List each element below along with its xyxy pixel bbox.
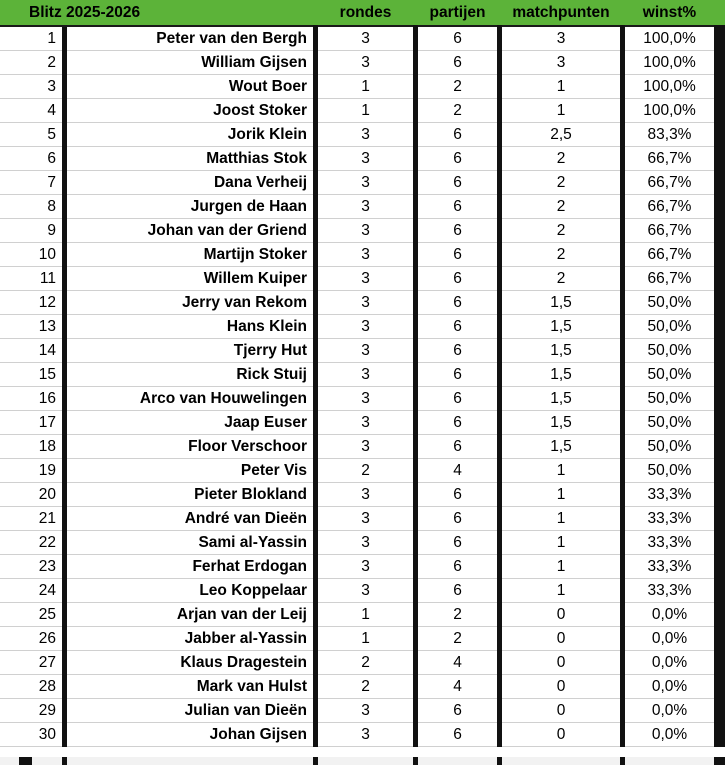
- rondes-cell: 3: [318, 267, 413, 291]
- partijen-cell: 6: [418, 411, 497, 435]
- rank-cell: 7: [19, 171, 62, 195]
- player-name: Peter Vis: [67, 459, 313, 483]
- left-margin: [0, 267, 19, 291]
- matchpunten-cell: 1,5: [502, 435, 620, 459]
- player-name: Arco van Houwelingen: [67, 387, 313, 411]
- matchpunten-cell: 0: [502, 675, 620, 699]
- matchpunten-cell: 1,5: [502, 315, 620, 339]
- rondes-cell: 3: [318, 699, 413, 723]
- rondes-cell: 3: [318, 435, 413, 459]
- player-name: Floor Verschoor: [67, 435, 313, 459]
- matchpunten-cell: 1: [502, 459, 620, 483]
- matchpunten-cell: 1,5: [502, 339, 620, 363]
- matchpunten-cell: 1,5: [502, 411, 620, 435]
- column-separator: [714, 291, 725, 315]
- table-row: [0, 243, 725, 267]
- table-row: [0, 51, 725, 75]
- left-margin: [0, 699, 19, 723]
- player-name: Matthias Stok: [67, 147, 313, 171]
- rank-cell: 2: [19, 51, 62, 75]
- left-margin: [0, 195, 19, 219]
- winst-cell: 50,0%: [625, 459, 714, 483]
- partijen-cell: 6: [418, 483, 497, 507]
- partijen-cell: 6: [418, 339, 497, 363]
- column-separator: [714, 627, 725, 651]
- winst-cell: 100,0%: [625, 51, 714, 75]
- player-name: Martijn Stoker: [67, 243, 313, 267]
- player-name: Dana Verheij: [67, 171, 313, 195]
- table-row: [0, 627, 725, 651]
- bottom-border: [0, 757, 725, 765]
- left-margin: [0, 675, 19, 699]
- left-margin: [0, 123, 19, 147]
- partijen-cell: 2: [418, 99, 497, 123]
- table-title: Blitz 2025-2026: [19, 0, 313, 26]
- column-separator: [714, 531, 725, 555]
- column-separator: [714, 651, 725, 675]
- left-margin: [0, 507, 19, 531]
- winst-cell: 50,0%: [625, 315, 714, 339]
- left-margin: [0, 555, 19, 579]
- header-row: [0, 0, 725, 26]
- left-margin: [0, 171, 19, 195]
- column-separator: [714, 243, 725, 267]
- rank-cell: 25: [19, 603, 62, 627]
- column-header-rondes: rondes: [318, 0, 413, 26]
- rondes-cell: 1: [318, 75, 413, 99]
- partijen-cell: 4: [418, 675, 497, 699]
- rank-cell: 24: [19, 579, 62, 603]
- matchpunten-cell: 0: [502, 723, 620, 747]
- column-separator: [714, 723, 725, 747]
- table-row: [0, 579, 725, 603]
- matchpunten-cell: 2: [502, 195, 620, 219]
- left-margin: [0, 219, 19, 243]
- rondes-cell: 2: [318, 651, 413, 675]
- rank-cell: 16: [19, 387, 62, 411]
- column-separator: [714, 555, 725, 579]
- rank-cell: 22: [19, 531, 62, 555]
- player-name: Leo Koppelaar: [67, 579, 313, 603]
- matchpunten-cell: 1: [502, 531, 620, 555]
- matchpunten-cell: 2: [502, 147, 620, 171]
- rank-cell: 5: [19, 123, 62, 147]
- column-separator: [714, 99, 725, 123]
- column-separator: [714, 603, 725, 627]
- matchpunten-cell: 3: [502, 51, 620, 75]
- rondes-cell: 3: [318, 219, 413, 243]
- player-name: Peter van den Bergh: [67, 26, 313, 51]
- left-margin: [0, 339, 19, 363]
- left-margin: [0, 483, 19, 507]
- column-separator: [714, 267, 725, 291]
- player-name: Jerry van Rekom: [67, 291, 313, 315]
- rank-cell: 6: [19, 147, 62, 171]
- table-row: [0, 267, 725, 291]
- table-row: [0, 387, 725, 411]
- winst-cell: 50,0%: [625, 435, 714, 459]
- matchpunten-cell: 2: [502, 171, 620, 195]
- partijen-cell: 6: [418, 579, 497, 603]
- partijen-cell: 2: [418, 75, 497, 99]
- winst-cell: 50,0%: [625, 387, 714, 411]
- partijen-cell: 6: [418, 435, 497, 459]
- player-name: Rick Stuij: [67, 363, 313, 387]
- winst-cell: 0,0%: [625, 627, 714, 651]
- table-row: [0, 699, 725, 723]
- partijen-cell: 6: [418, 26, 497, 51]
- matchpunten-cell: 1: [502, 99, 620, 123]
- table-row: [0, 603, 725, 627]
- table-row: [0, 315, 725, 339]
- partijen-cell: 6: [418, 507, 497, 531]
- partijen-cell: 4: [418, 459, 497, 483]
- partijen-cell: 6: [418, 51, 497, 75]
- player-name: Jorik Klein: [67, 123, 313, 147]
- player-name: William Gijsen: [67, 51, 313, 75]
- matchpunten-cell: 1: [502, 555, 620, 579]
- rank-cell: 27: [19, 651, 62, 675]
- table-row: [0, 195, 725, 219]
- table-row: [0, 411, 725, 435]
- winst-cell: 33,3%: [625, 579, 714, 603]
- column-separator: [714, 147, 725, 171]
- table-row: [0, 147, 725, 171]
- rondes-cell: 3: [318, 315, 413, 339]
- winst-cell: 0,0%: [625, 699, 714, 723]
- left-margin: [0, 315, 19, 339]
- column-header-matchpunten: matchpunten: [502, 0, 620, 26]
- table-row: [0, 219, 725, 243]
- player-name: Ferhat Erdogan: [67, 555, 313, 579]
- rondes-cell: 3: [318, 195, 413, 219]
- column-separator: [714, 483, 725, 507]
- left-margin: [0, 0, 19, 26]
- matchpunten-cell: 3: [502, 26, 620, 51]
- column-separator: [714, 171, 725, 195]
- left-margin: [0, 579, 19, 603]
- winst-cell: 66,7%: [625, 219, 714, 243]
- rondes-cell: 3: [318, 387, 413, 411]
- left-margin: [0, 363, 19, 387]
- partijen-cell: 6: [418, 555, 497, 579]
- table-row: [0, 435, 725, 459]
- left-margin: [0, 387, 19, 411]
- player-name: Joost Stoker: [67, 99, 313, 123]
- rank-cell: 20: [19, 483, 62, 507]
- table-row: [0, 99, 725, 123]
- rondes-cell: 3: [318, 339, 413, 363]
- player-name: André van Dieën: [67, 507, 313, 531]
- rondes-cell: 3: [318, 51, 413, 75]
- rondes-cell: 3: [318, 147, 413, 171]
- partijen-cell: 4: [418, 651, 497, 675]
- matchpunten-cell: 1: [502, 75, 620, 99]
- partijen-cell: 6: [418, 219, 497, 243]
- player-name: Jabber al-Yassin: [67, 627, 313, 651]
- player-name: Johan Gijsen: [67, 723, 313, 747]
- table-row: [0, 171, 725, 195]
- winst-cell: 66,7%: [625, 267, 714, 291]
- partijen-cell: 6: [418, 171, 497, 195]
- table-row: [0, 675, 725, 699]
- column-separator: [714, 219, 725, 243]
- column-separator: [714, 675, 725, 699]
- rank-cell: 10: [19, 243, 62, 267]
- winst-cell: 50,0%: [625, 411, 714, 435]
- column-separator: [714, 411, 725, 435]
- column-separator: [714, 26, 725, 51]
- winst-cell: 0,0%: [625, 603, 714, 627]
- winst-cell: 33,3%: [625, 555, 714, 579]
- table-row: [0, 651, 725, 675]
- rank-cell: 28: [19, 675, 62, 699]
- table-row: [0, 507, 725, 531]
- player-name: Jurgen de Haan: [67, 195, 313, 219]
- rondes-cell: 3: [318, 531, 413, 555]
- rank-cell: 8: [19, 195, 62, 219]
- column-separator: [714, 123, 725, 147]
- partijen-cell: 6: [418, 723, 497, 747]
- left-margin: [0, 26, 19, 51]
- winst-cell: 83,3%: [625, 123, 714, 147]
- player-name: Willem Kuiper: [67, 267, 313, 291]
- partijen-cell: 6: [418, 195, 497, 219]
- rondes-cell: 3: [318, 243, 413, 267]
- table-row: [0, 291, 725, 315]
- partijen-cell: 6: [418, 291, 497, 315]
- partijen-cell: 6: [418, 363, 497, 387]
- partijen-cell: 6: [418, 699, 497, 723]
- winst-cell: 66,7%: [625, 147, 714, 171]
- winst-cell: 100,0%: [625, 75, 714, 99]
- column-separator: [714, 0, 725, 26]
- rank-cell: 21: [19, 507, 62, 531]
- matchpunten-cell: 1: [502, 507, 620, 531]
- partijen-cell: 6: [418, 267, 497, 291]
- rank-cell: 14: [19, 339, 62, 363]
- table-row: [0, 339, 725, 363]
- player-name: Jaap Euser: [67, 411, 313, 435]
- left-margin: [0, 51, 19, 75]
- matchpunten-cell: 2: [502, 267, 620, 291]
- column-header-winst: winst%: [625, 0, 714, 26]
- column-separator: [714, 315, 725, 339]
- matchpunten-cell: 1,5: [502, 363, 620, 387]
- winst-cell: 0,0%: [625, 675, 714, 699]
- rank-cell: 26: [19, 627, 62, 651]
- left-margin: [0, 627, 19, 651]
- table-row: [0, 723, 725, 747]
- column-separator: [714, 579, 725, 603]
- matchpunten-cell: 0: [502, 651, 620, 675]
- matchpunten-cell: 0: [502, 603, 620, 627]
- partijen-cell: 6: [418, 315, 497, 339]
- rondes-cell: 3: [318, 291, 413, 315]
- matchpunten-cell: 0: [502, 699, 620, 723]
- rondes-cell: 3: [318, 171, 413, 195]
- column-separator: [714, 699, 725, 723]
- rank-cell: 30: [19, 723, 62, 747]
- rondes-cell: 3: [318, 723, 413, 747]
- rank-cell: 18: [19, 435, 62, 459]
- table-row: [0, 459, 725, 483]
- rank-cell: 12: [19, 291, 62, 315]
- left-margin: [0, 291, 19, 315]
- rondes-cell: 3: [318, 579, 413, 603]
- winst-cell: 0,0%: [625, 651, 714, 675]
- rank-cell: 29: [19, 699, 62, 723]
- partijen-cell: 6: [418, 387, 497, 411]
- rondes-cell: 3: [318, 411, 413, 435]
- column-separator: [714, 51, 725, 75]
- winst-cell: 50,0%: [625, 363, 714, 387]
- left-margin: [0, 651, 19, 675]
- table-row: [0, 483, 725, 507]
- rondes-cell: 1: [318, 627, 413, 651]
- column-separator: [714, 339, 725, 363]
- table-row: [0, 75, 725, 99]
- rank-cell: 3: [19, 75, 62, 99]
- partijen-cell: 6: [418, 243, 497, 267]
- player-name: Klaus Dragestein: [67, 651, 313, 675]
- column-header-partijen: partijen: [418, 0, 497, 26]
- left-margin: [0, 243, 19, 267]
- left-margin: [0, 603, 19, 627]
- player-name: Tjerry Hut: [67, 339, 313, 363]
- player-name: Arjan van der Leij: [67, 603, 313, 627]
- matchpunten-cell: 2,5: [502, 123, 620, 147]
- left-margin: [0, 99, 19, 123]
- rondes-cell: 3: [318, 363, 413, 387]
- partijen-cell: 6: [418, 123, 497, 147]
- rank-cell: 9: [19, 219, 62, 243]
- winst-cell: 66,7%: [625, 195, 714, 219]
- rank-cell: 11: [19, 267, 62, 291]
- table-row: [0, 26, 725, 51]
- rank-cell: 4: [19, 99, 62, 123]
- partijen-cell: 6: [418, 531, 497, 555]
- rank-cell: 17: [19, 411, 62, 435]
- left-margin: [0, 723, 19, 747]
- winst-cell: 100,0%: [625, 26, 714, 51]
- winst-cell: 33,3%: [625, 483, 714, 507]
- rondes-cell: 2: [318, 675, 413, 699]
- left-margin: [0, 75, 19, 99]
- player-name: Julian van Dieën: [67, 699, 313, 723]
- column-separator: [714, 363, 725, 387]
- rondes-cell: 3: [318, 483, 413, 507]
- player-name: Mark van Hulst: [67, 675, 313, 699]
- table-row: [0, 363, 725, 387]
- rondes-cell: 1: [318, 99, 413, 123]
- column-separator: [714, 507, 725, 531]
- column-separator: [714, 75, 725, 99]
- rank-cell: 23: [19, 555, 62, 579]
- player-name: Hans Klein: [67, 315, 313, 339]
- column-separator: [714, 387, 725, 411]
- winst-cell: 50,0%: [625, 339, 714, 363]
- player-name: Johan van der Griend: [67, 219, 313, 243]
- player-name: Sami al-Yassin: [67, 531, 313, 555]
- winst-cell: 50,0%: [625, 291, 714, 315]
- matchpunten-cell: 1,5: [502, 387, 620, 411]
- rondes-cell: 3: [318, 555, 413, 579]
- table-row: [0, 123, 725, 147]
- winst-cell: 100,0%: [625, 99, 714, 123]
- winst-cell: 0,0%: [625, 723, 714, 747]
- rondes-cell: 2: [318, 459, 413, 483]
- winst-cell: 66,7%: [625, 243, 714, 267]
- column-separator: [714, 459, 725, 483]
- left-margin: [0, 459, 19, 483]
- matchpunten-cell: 2: [502, 219, 620, 243]
- left-margin: [0, 411, 19, 435]
- rank-cell: 1: [19, 26, 62, 51]
- player-name: Wout Boer: [67, 75, 313, 99]
- partijen-cell: 2: [418, 603, 497, 627]
- table-row: [0, 555, 725, 579]
- rank-cell: 13: [19, 315, 62, 339]
- winst-cell: 66,7%: [625, 171, 714, 195]
- rank-cell: 19: [19, 459, 62, 483]
- left-margin: [0, 435, 19, 459]
- matchpunten-cell: 2: [502, 243, 620, 267]
- winst-cell: 33,3%: [625, 531, 714, 555]
- rank-cell: 15: [19, 363, 62, 387]
- matchpunten-cell: 1: [502, 483, 620, 507]
- rondes-cell: 1: [318, 603, 413, 627]
- matchpunten-cell: 0: [502, 627, 620, 651]
- matchpunten-cell: 1: [502, 579, 620, 603]
- left-margin: [0, 531, 19, 555]
- partijen-cell: 2: [418, 627, 497, 651]
- column-separator: [714, 195, 725, 219]
- table-row: [0, 531, 725, 555]
- matchpunten-cell: 1,5: [502, 291, 620, 315]
- column-separator: [714, 435, 725, 459]
- rondes-cell: 3: [318, 123, 413, 147]
- player-name: Pieter Blokland: [67, 483, 313, 507]
- rondes-cell: 3: [318, 507, 413, 531]
- rondes-cell: 3: [318, 26, 413, 51]
- winst-cell: 33,3%: [625, 507, 714, 531]
- left-margin: [0, 147, 19, 171]
- partijen-cell: 6: [418, 147, 497, 171]
